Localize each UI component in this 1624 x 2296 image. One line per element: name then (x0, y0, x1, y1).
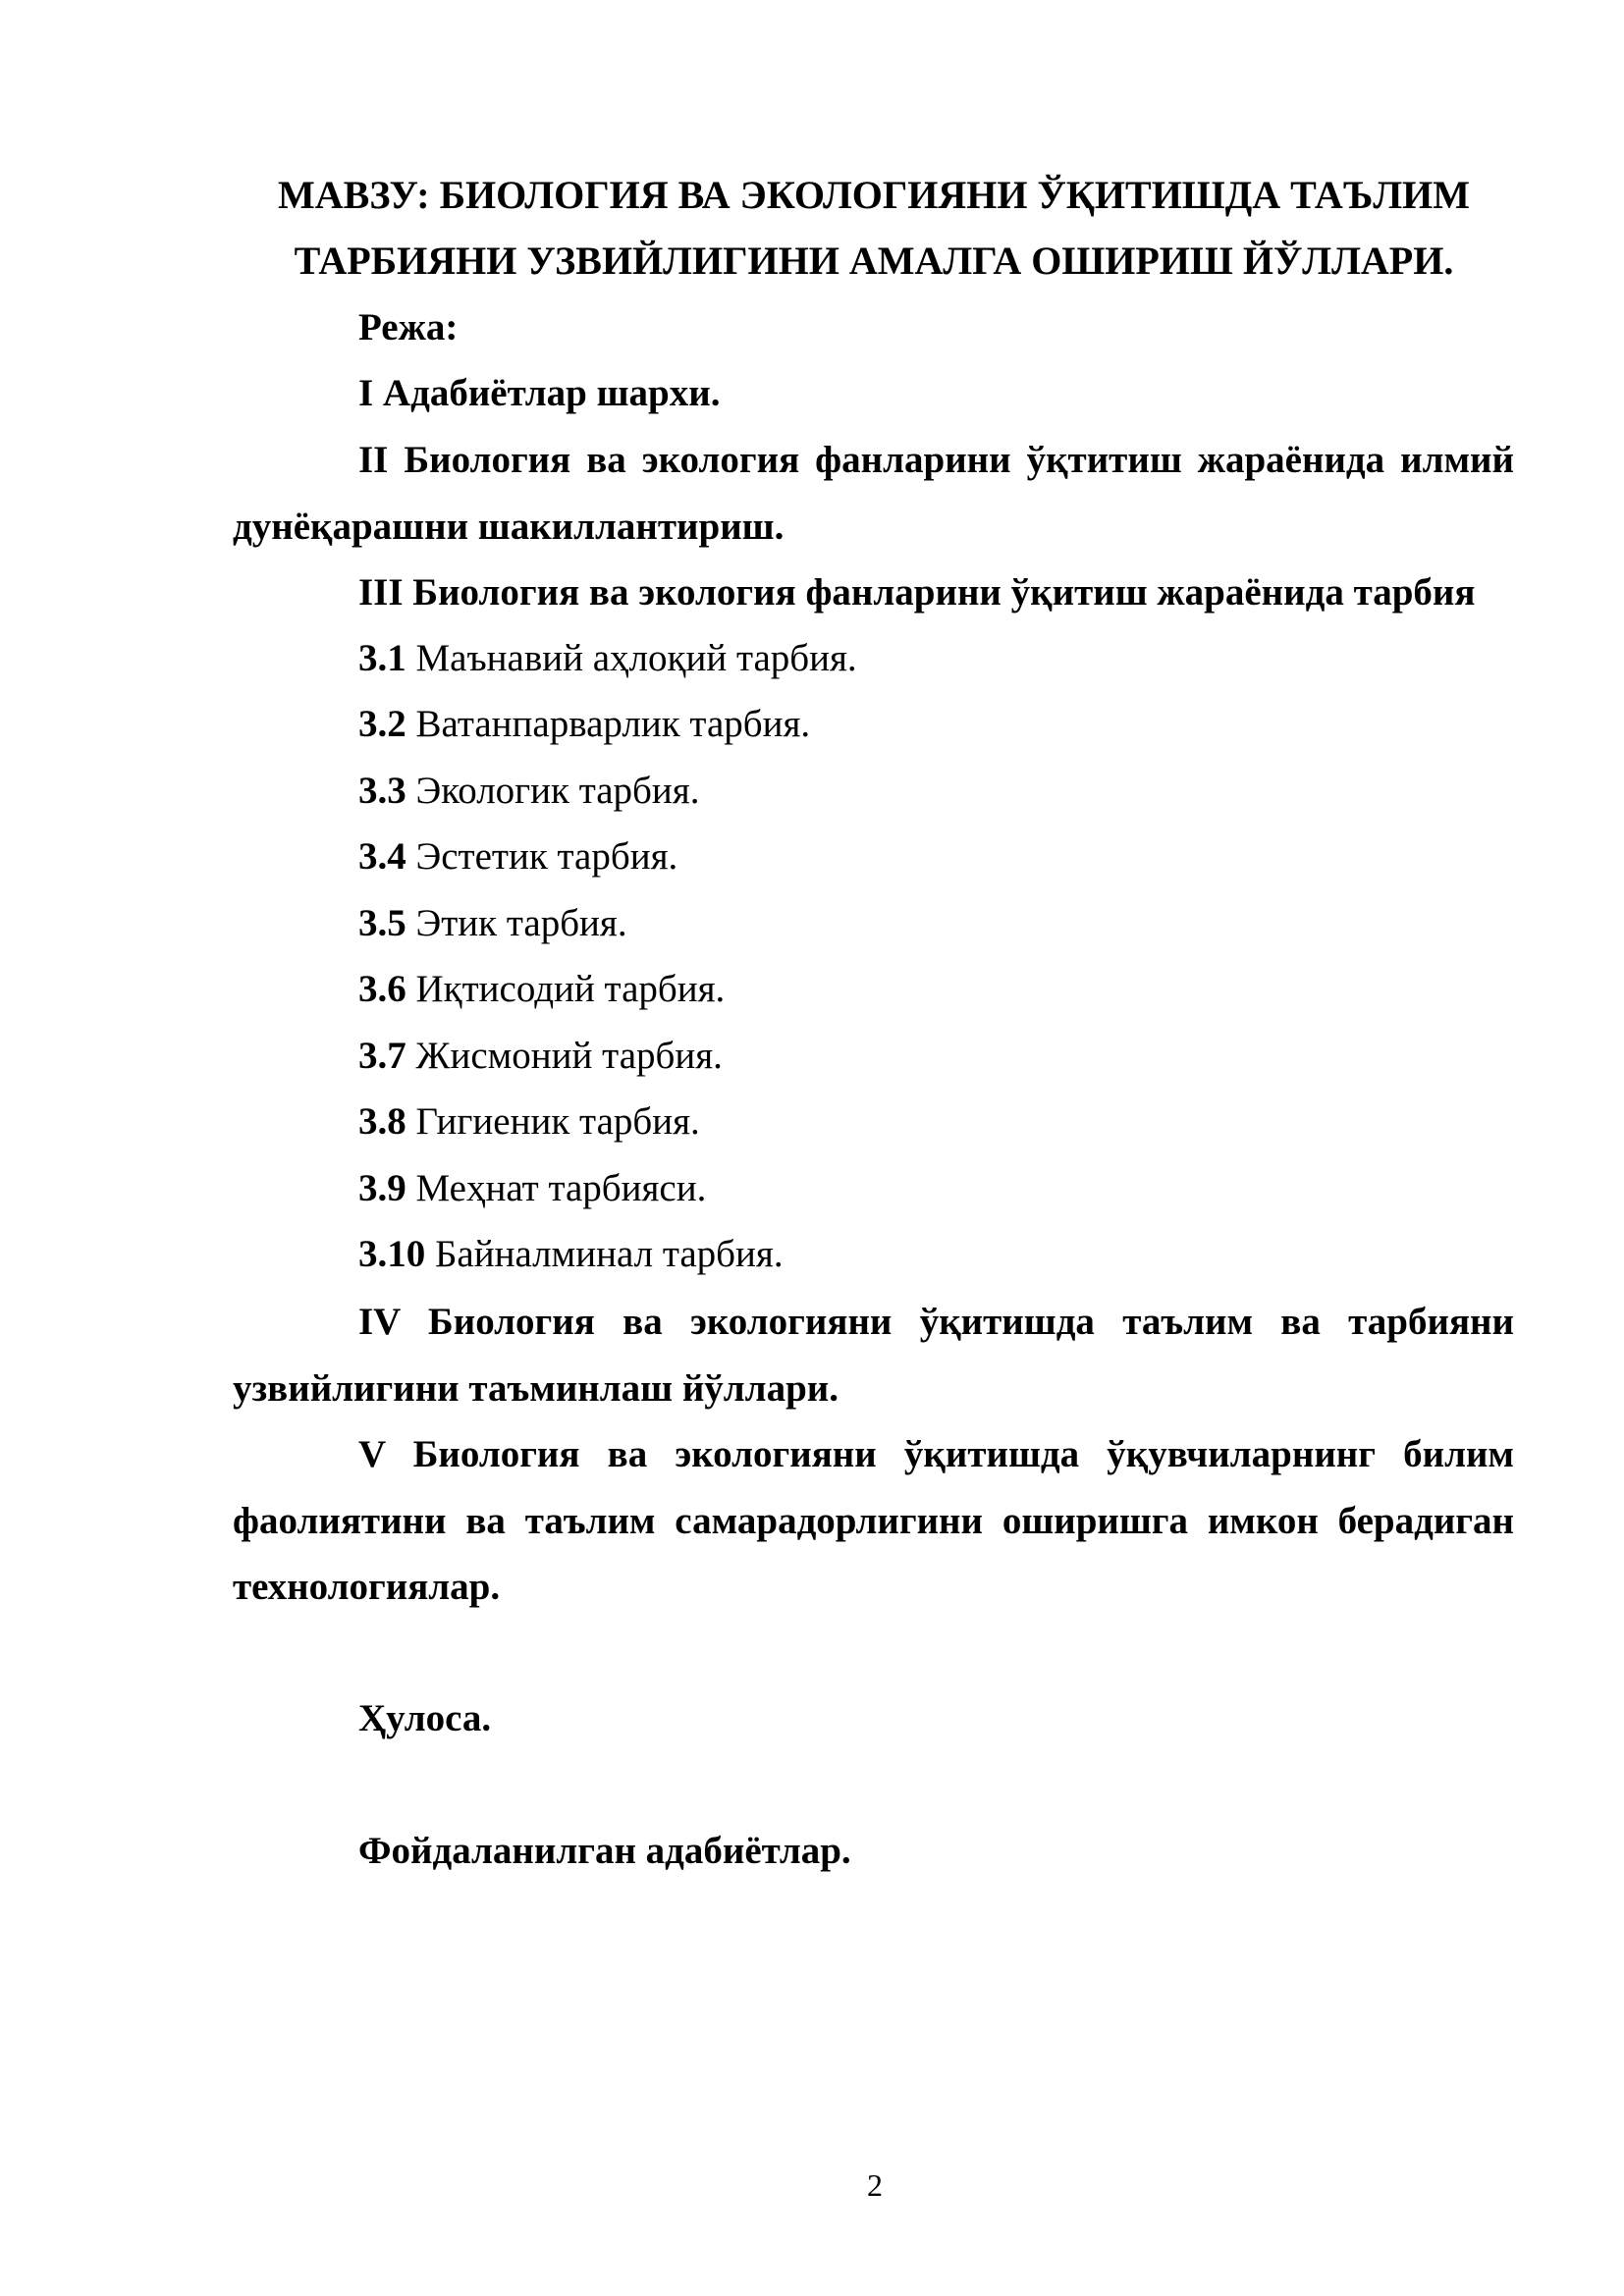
subsection-item (358, 833, 677, 881)
subsection-text: Иқтисодий тарбия. (406, 968, 726, 1010)
subsection-text: Маънавий аҳлоқий тарбия. (406, 637, 857, 679)
subsection-number: 3.3 (358, 770, 406, 812)
section-3: III Биология ва экология фанларини ўқитиш жараёнида тарбия (358, 571, 1476, 614)
subsection-item (358, 1098, 700, 1146)
subsection-text: Жисмоний тарбия. (406, 1035, 723, 1077)
section-5: V Биология ва экологияни ўқитишда ўқувчиларнинг билим фаолиятини ва таълим самарадорлигини оширишга имкон берадиган технологиялар. (233, 1433, 1514, 1608)
subsection-item (358, 1033, 723, 1080)
subsection-number: 3.9 (358, 1167, 406, 1209)
section-4: IV Биология ва экологияни ўқитишда таълим ва тарбияни узвийлигини таъминлаш йўллари. (233, 1301, 1514, 1410)
conclusion-heading: Ҳулоса. (358, 1697, 492, 1739)
subsection-text: Меҳнат тарбияси. (406, 1167, 707, 1209)
subsection-number: 3.7 (358, 1035, 406, 1077)
subsection-number: 3.2 (358, 703, 406, 745)
subsection-item (358, 1231, 784, 1278)
references-heading: Фойдаланилган адабиётлар. (358, 1830, 851, 1872)
plan-label: Режа: (358, 306, 459, 348)
subsection-text: Этик тарбия. (406, 902, 627, 944)
subsection-item (358, 701, 810, 748)
document-title: МАВЗУ: БИОЛОГИЯ ВА ЭКОЛОГИЯНИ ЎҚИТИШДА ТАЪЛИМ ТАРБИЯНИ УЗВИЙЛИГИНИ АМАЛГА ОШИРИШ ЙЎЛЛАРИ. (278, 173, 1470, 283)
subsection-item (358, 966, 725, 1013)
subsection-number: 3.5 (358, 902, 406, 944)
subsection-item (358, 900, 627, 947)
subsection-number: 3.4 (358, 835, 406, 878)
subsection-item (358, 1165, 706, 1212)
subsection-number: 3.10 (358, 1233, 426, 1275)
subsection-number: 3.8 (358, 1100, 406, 1143)
section-1: I Адабиётлар шархи. (358, 372, 721, 414)
subsection-text: Гигиеник тарбия. (406, 1100, 700, 1143)
subsection-text: Байналминал тарбия. (425, 1233, 784, 1275)
page-number: 2 (867, 2167, 883, 2203)
subsection-item (358, 768, 699, 815)
subsection-text: Экологик тарбия. (406, 770, 700, 812)
subsection-text: Эстетик тарбия. (406, 835, 678, 878)
section-2: II Биология ва экология фанларини ўқтитиш жараёнида илмий дунёқарашни шакиллантириш. (233, 439, 1514, 548)
subsection-text: Ватанпарварлик тарбия. (406, 703, 811, 745)
subsection-number: 3.1 (358, 637, 406, 679)
subsection-item (358, 635, 857, 682)
subsection-number: 3.6 (358, 968, 406, 1010)
